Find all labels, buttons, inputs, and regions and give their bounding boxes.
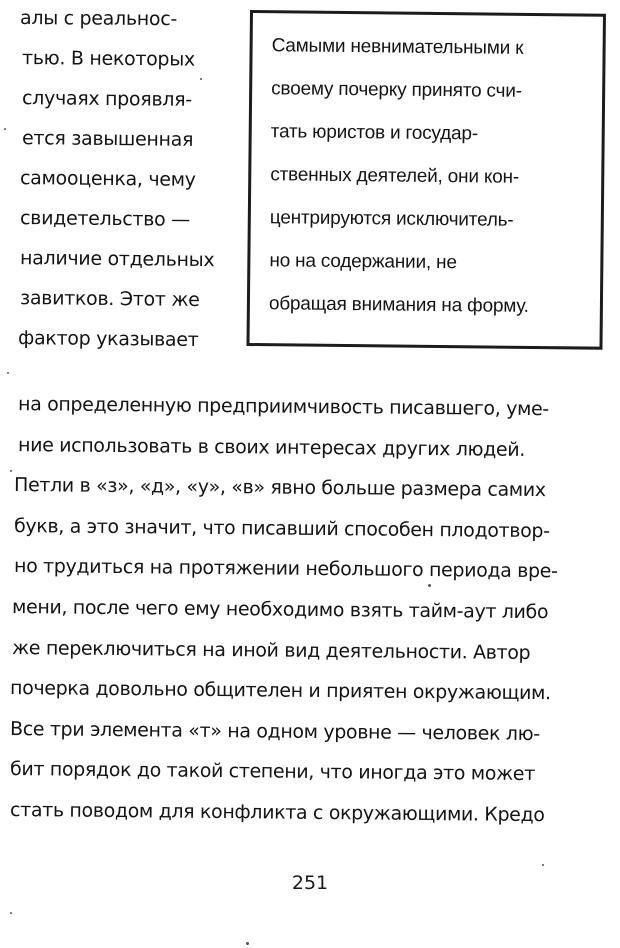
page-number: 251 <box>291 872 329 894</box>
sidebar-box <box>246 10 605 350</box>
main-line-10: бит порядок до такой степени, что иногда это может <box>9 758 535 786</box>
box-line-7: обращая внимания на форму. <box>268 293 529 317</box>
scan-speck <box>542 864 544 866</box>
main-line-1: на определенную предприимчивость писавшего, уме- <box>17 393 549 421</box>
main-line-5: но трудиться на протяжении небольшого периода вре- <box>13 555 558 583</box>
main-line-7: же переключиться на иной вид деятельности. Автор <box>11 636 531 664</box>
box-line-4: ственных деятелей, они кон- <box>270 164 520 188</box>
left-line-6: свидетельство — <box>19 207 190 231</box>
scan-speck <box>246 942 249 945</box>
scan-speck <box>10 470 12 472</box>
box-line-5: центрируются исключитель- <box>269 207 514 231</box>
box-line-1: Самыми невнимательными к <box>271 35 524 59</box>
main-line-4: букв, а это значит, что писавший способен плодотвор- <box>13 514 550 542</box>
scan-speck <box>428 584 431 587</box>
left-line-9: фактор указывает <box>17 327 199 351</box>
scan-speck <box>10 912 12 914</box>
left-column-text <box>14 6 242 366</box>
main-line-2: ние использовать в своих интересах других людей. <box>17 433 526 461</box>
main-line-6: мени, после чего ему необходимо взять тайм-аут либо <box>11 595 549 624</box>
scan-speck <box>200 78 202 80</box>
main-line-11: стать поводом для конфликта с окружающими. Кредо <box>9 798 545 827</box>
box-line-6: но на содержании, не <box>269 250 457 274</box>
left-line-4: ется завышенная <box>21 127 194 151</box>
left-line-7: наличие отдельных <box>19 247 215 272</box>
main-line-9: Все три элемента «т» на одном уровне — человек лю- <box>9 717 540 745</box>
main-body-text <box>10 392 610 839</box>
left-line-2: тью. В некоторых <box>21 47 195 71</box>
left-line-8: завитков. Этот же <box>19 287 200 311</box>
scan-speck <box>4 128 6 130</box>
main-line-8: почерка довольно общителен и приятен окружающим. <box>9 677 551 705</box>
sidebar-box-text <box>269 35 602 339</box>
left-line-3: случаях проявля- <box>21 87 192 111</box>
left-line-5: самооценка, чему <box>19 167 196 191</box>
scan-speck <box>7 372 9 374</box>
box-line-2: своему почерку принято счи- <box>271 78 522 102</box>
main-line-3: Петли в «з», «д», «у», «в» явно больше размера самих <box>13 474 546 502</box>
left-line-1: алы с реальнос- <box>19 7 178 31</box>
box-line-3: тать юристов и государ- <box>270 121 478 145</box>
